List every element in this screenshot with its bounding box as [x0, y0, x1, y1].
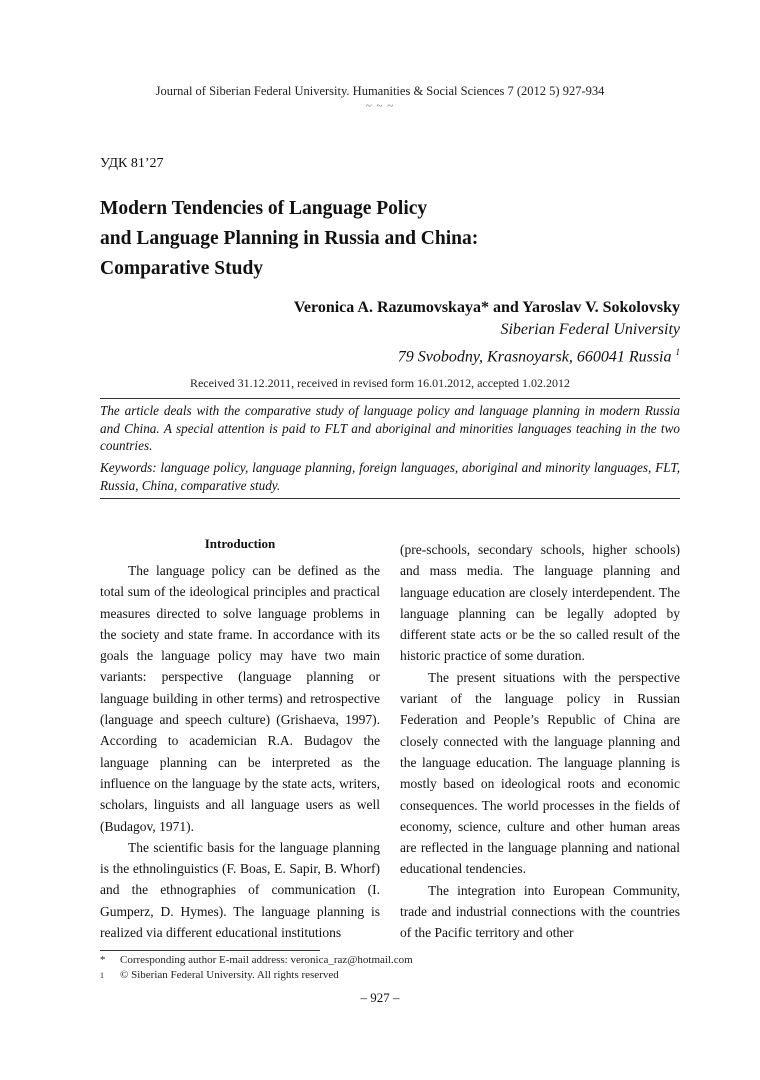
body-column-left [100, 534, 380, 943]
body-paragraph: The scientific basis for the language planning is the ethnolinguistics (F. Boas, E. Sapir, B. Whorf) and the ethnographies of communication (I. Gumperz, D. Hymes). The language planning is realized via different educational institutions [100, 839, 380, 941]
body-column-right [400, 539, 680, 944]
author-block [294, 297, 680, 368]
udk-code: УДК 81’27 [100, 156, 164, 171]
header-ornament: ~ ~ ~ [365, 100, 395, 112]
section-heading: Introduction [204, 536, 276, 551]
abstract: The article deals with the comparative study of language policy and language planning in modern Russia and China. A special attention is paid to FLT and aboriginal and minorities languages teaching in the two countries. [100, 403, 680, 453]
body-paragraph: (pre-schools, secondary schools, higher schools) and mass media. The language planning and language education are closely interdependent. The language planning can be legally adopted by different state acts or be the so called result of the historic practice of some duration. [400, 542, 680, 664]
footnotes [100, 953, 413, 983]
body-paragraph: The integration into European Community, trade and industrial connections with the countries of the Pacific territory and other [400, 882, 680, 941]
journal-header: Journal of Siberian Federal University. Humanities & Social Sciences 7 (2012 5) 927-934 [155, 84, 605, 98]
article-title [100, 194, 660, 284]
body-paragraph: The present situations with the perspective variant of the language policy in Russian Federation and People’s Republic of China are closely connected with the language planning and the language education. The language planning is mostly based on ideological roots and economic consequences. The world processes in the fields of economy, science, culture and other human areas are reflected in the language planning and national educational tendencies. [400, 669, 680, 877]
address-text: 79 Svobodny, Krasnoyarsk, 660041 Russia [397, 348, 672, 366]
page-number: – 927 – [360, 990, 400, 1005]
footnote-item [100, 968, 413, 983]
body-paragraph: The language policy can be defined as the total sum of the ideological principles and practical measures directed to solve language problems in the society and state frame. In accordance with its goals the language policy may have two main variants: perspective (language planning or language building in other terms) and retrospective (language and speech culture) (Grishaeva, 1997). According to academician R.A. Budagov the language planning can be interpreted as the influence on the language by the state acts, writers, scholars, linguists and all language users as well (Budagov, 1971). [100, 563, 380, 834]
title-line-3: Comparative Study [100, 258, 264, 279]
footnote-mark: * [100, 954, 106, 966]
title-line-2: and Language Planning in Russia and China: [100, 228, 479, 249]
abstract-bottom-rule [100, 498, 680, 499]
footnote-mark: 1 [100, 971, 104, 980]
footnote-text: Corresponding author E-mail address: veronica_raz@hotmail.com [120, 954, 413, 966]
received-dates: Received 31.12.2011, received in revised form 16.01.2012, accepted 1.02.2012 [189, 376, 571, 390]
address-footnote-mark: 1 [675, 347, 680, 357]
author-names: Veronica A. Razumovskaya* and Yaroslav V. Sokolovsky [293, 299, 680, 316]
footnote-rule [100, 950, 320, 951]
abstract-top-rule [100, 398, 680, 399]
footnote-item [100, 953, 413, 968]
author-affiliation: Siberian Federal University [500, 321, 680, 338]
footnote-text: © Siberian Federal University. All rights reserved [120, 969, 339, 981]
title-line-1: Modern Tendencies of Language Policy [100, 198, 428, 219]
author-address [294, 341, 680, 368]
keywords: Keywords: language policy, language planning, foreign languages, aboriginal and minority languages, FLT, Russia, China, comparative study. [100, 460, 680, 493]
